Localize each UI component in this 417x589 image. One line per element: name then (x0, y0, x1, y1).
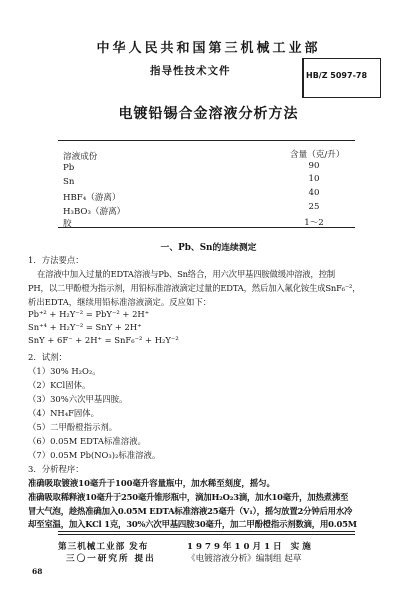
reaction-equation: Sn⁺⁴ + H₂Y⁻² = SnY + 2H⁺ (28, 322, 142, 332)
page-number: 68 (32, 567, 43, 576)
component-name: Pb (63, 163, 75, 173)
component-name: 胶 (63, 219, 72, 229)
divider (58, 227, 355, 228)
composition-header-name: 溶液成份 (63, 152, 98, 162)
section-heading: 一、Pb、Sn的连续测定 (160, 243, 257, 253)
component-value: 1～2 (304, 218, 324, 228)
document-type: 指导性技术文件 (150, 65, 231, 77)
reagent-item: （2）KCl固体。 (28, 380, 91, 390)
reagent-item: （1）30% H₂O₂。 (28, 366, 101, 376)
body-line: 准确吸取稀释液10毫升于250毫升锥形瓶中，滴加H₂O₂3滴，加水10毫升，加热煮沸至 (28, 492, 349, 502)
composition-header-unit: 含量（克/升） (290, 150, 345, 160)
document-title: 电镀铅锡合金溶液分析方法 (118, 106, 299, 122)
reagent-item: （3）30%六次甲基四胺。 (28, 394, 128, 404)
reagent-item: （4）NH₄F固体。 (28, 408, 100, 418)
body-line: 3．分析程序： (28, 464, 84, 474)
body-line: 1．方法要点： (28, 255, 84, 265)
reagent-item: （5）二甲酚橙指示剂。 (28, 422, 118, 432)
body-line: 在溶液中加入过量的EDTA溶液与Pb、Sn络合，用六次甲基四胺做缓冲溶液，控制 (37, 269, 335, 279)
body-line: 冒大气泡，趁热准确加入0.05M EDTA标准溶液25毫升（V₁），摇匀放置2分钟后用水冷 (28, 506, 353, 516)
component-name: HBF₄（游离） (63, 193, 121, 203)
reaction-equation: Pb⁺² + H₂Y⁻² = PbY⁻² + 2H⁺ (28, 309, 150, 319)
standard-code: HB/Z 5097-78 (306, 71, 368, 80)
footer-divider (58, 531, 355, 532)
issuing-ministry: 中华人民共和国第三机械工业部 (96, 41, 321, 56)
reaction-equation: SnY + 6F⁻ + 2H⁺ = SnF₆⁻² + H₂Y⁻² (28, 335, 179, 345)
component-name: H₃BO₃（游离） (63, 207, 126, 217)
component-value: 10 (308, 174, 320, 184)
issue-date: 1979年10月1日 实施 (187, 542, 314, 552)
divider (58, 140, 355, 141)
issuer: 第三机械工业部 发布 (58, 542, 149, 552)
body-line: 准确吸取镀液10毫升于100毫升容量瓶中，加水稀至刻度，摇匀。 (28, 478, 275, 488)
body-line: 析出EDTA，继续用铅标准溶液滴定。反应如下： (28, 297, 212, 307)
body-line: PH，以二甲酚橙为指示剂，用铅标准溶液滴定过量的EDTA，然后加入氟化铵生成SnF₆⁻²， (28, 283, 361, 293)
reagent-item: （7）0.05M Pb(NO₃)₂标准溶液。 (28, 450, 161, 460)
body-line: 2．试剂： (28, 352, 67, 362)
body-line: 却至室温，加入KCl 1克，30%六次甲基四胺30毫升，加二甲酚橙指示剂数滴，用0.05M (28, 519, 357, 529)
component-value: 90 (308, 161, 320, 171)
footer-divider (58, 534, 355, 535)
reagent-item: （6）0.05M EDTA标准溶液。 (28, 436, 146, 446)
component-value: 25 (308, 202, 320, 212)
component-name: Sn (63, 177, 75, 187)
proposer: 三〇一研究所 提出 (66, 554, 156, 564)
component-value: 40 (308, 188, 320, 198)
drafter: 《电镀溶液分析》编制组 起草 (187, 554, 302, 564)
